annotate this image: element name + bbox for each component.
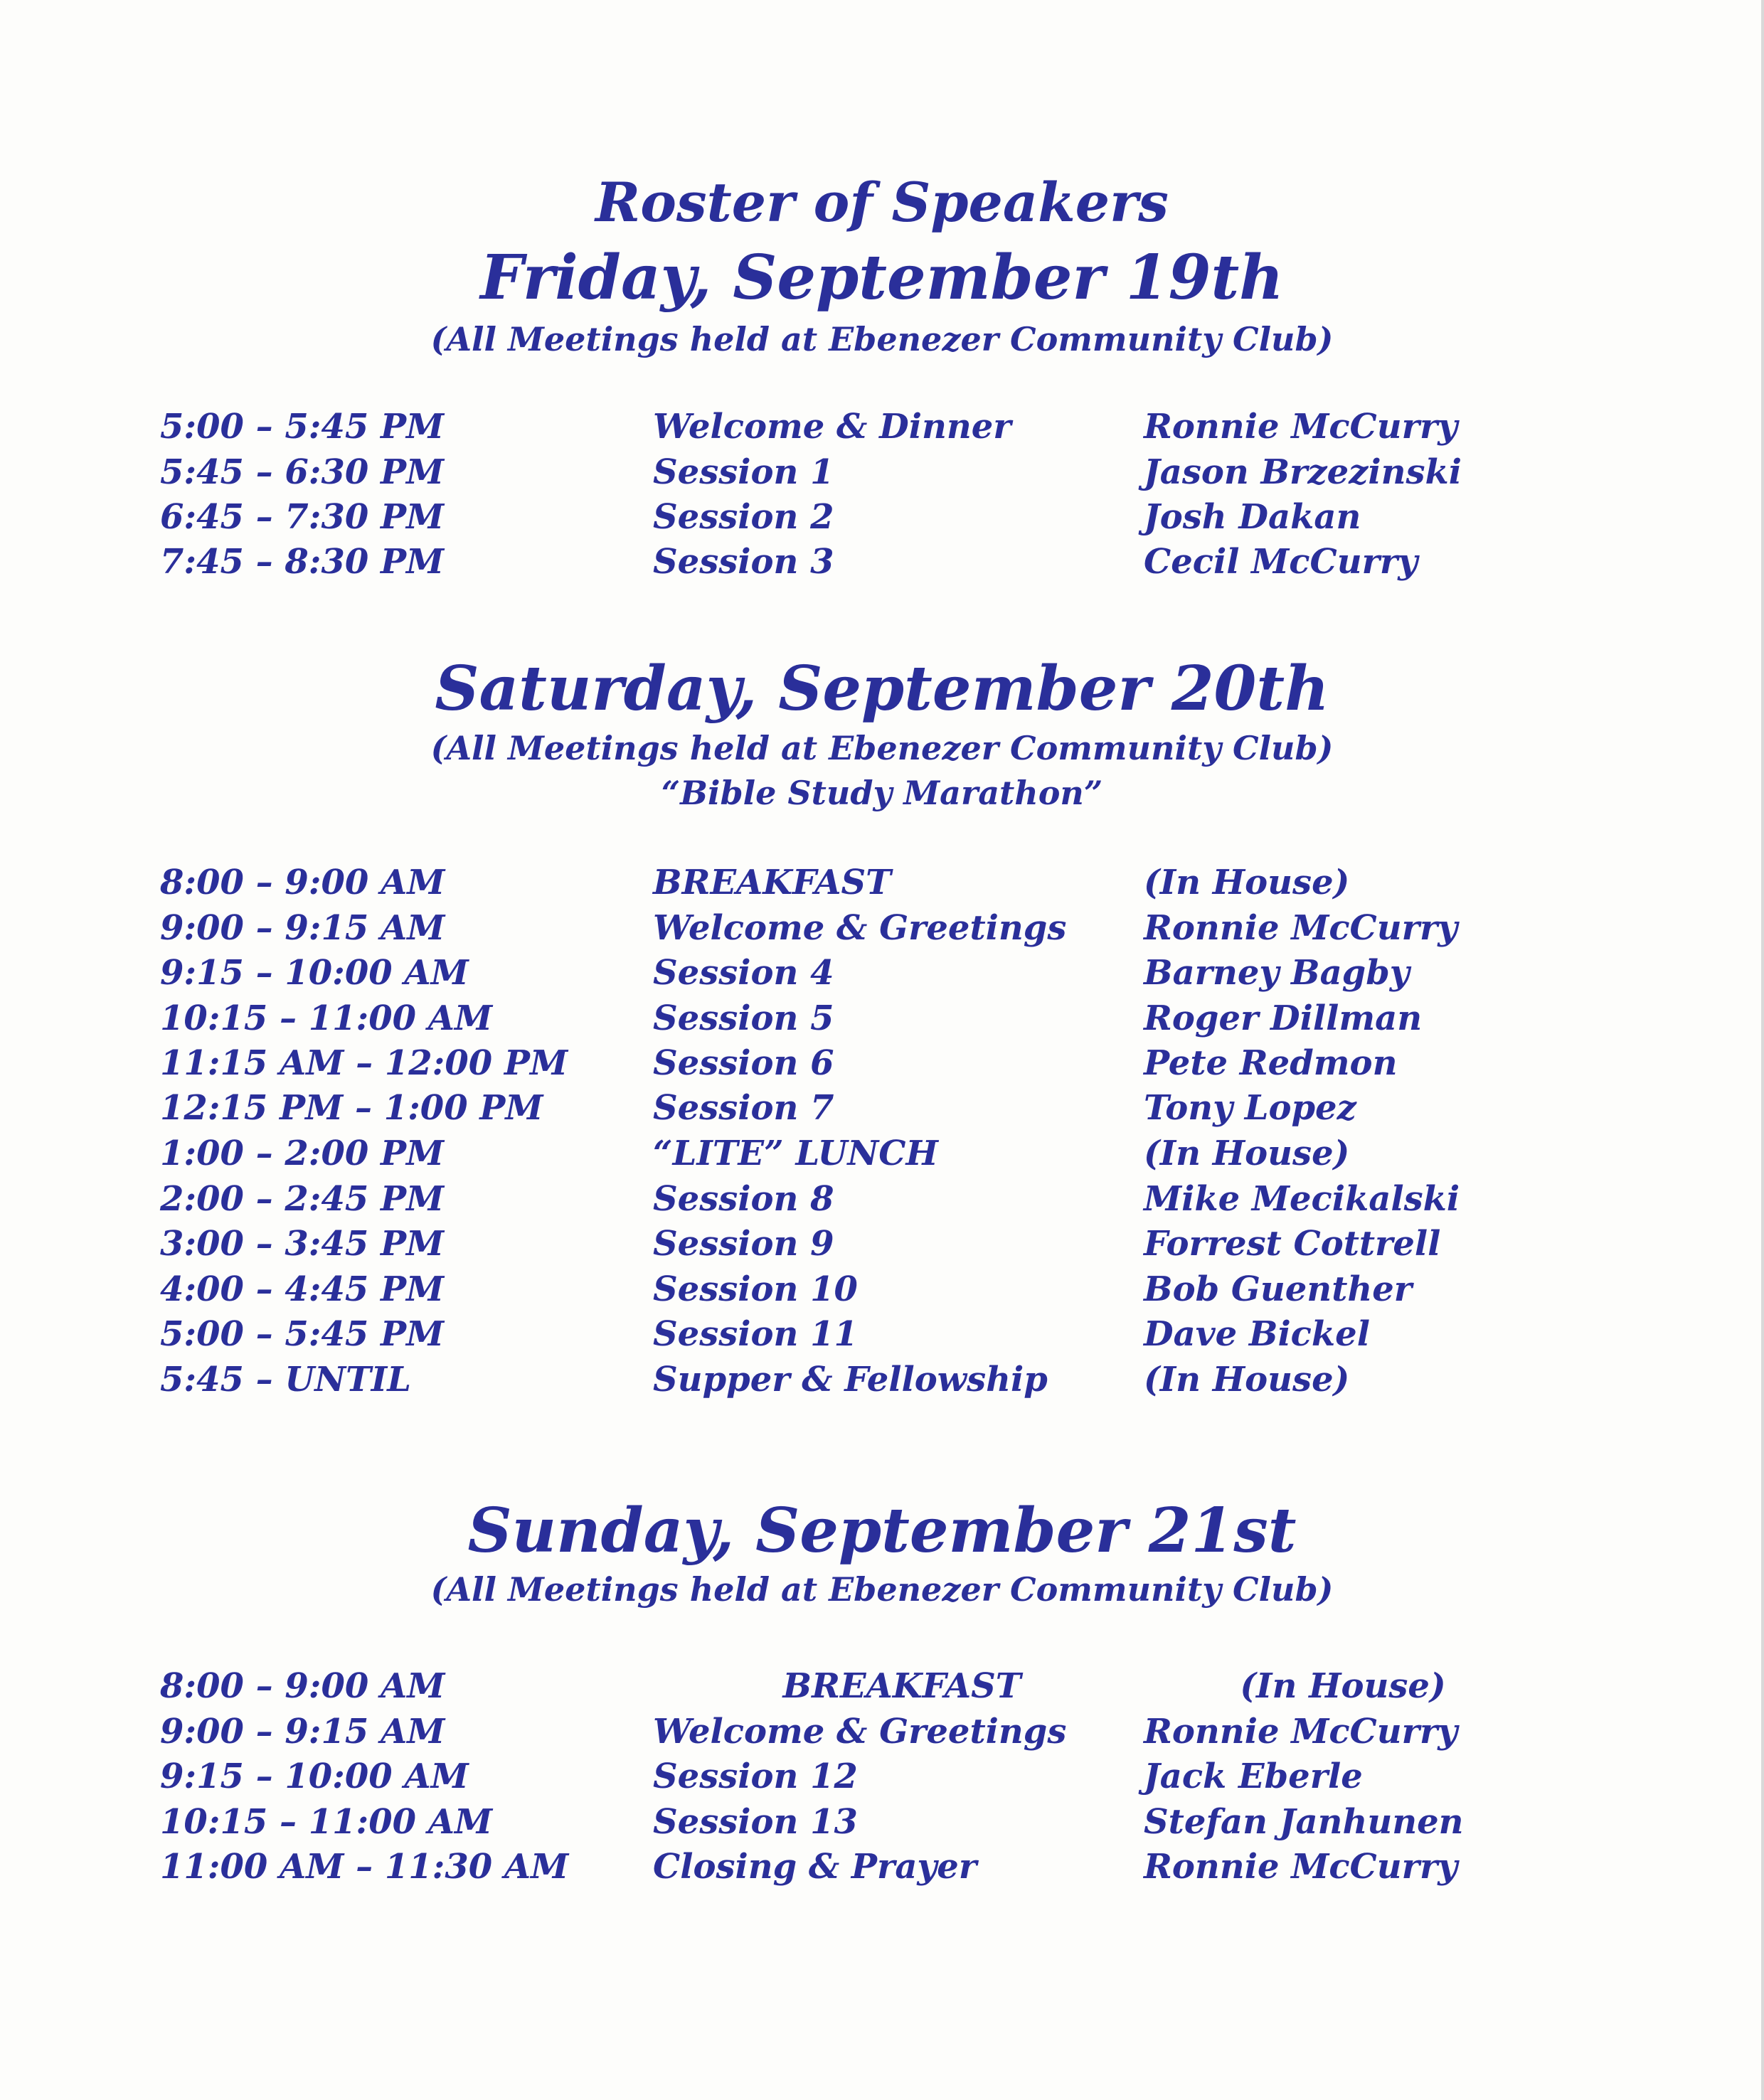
schedule-row <box>0 908 1764 954</box>
time-cell: 6:45 – 7:30 PM <box>160 497 445 537</box>
saturday-subtitle: “Bible Study Marathon” <box>661 774 1103 812</box>
speaker-cell: (In House) <box>1144 1360 1350 1400</box>
time-cell: 9:15 – 10:00 AM <box>160 1757 469 1796</box>
speaker-cell: Josh Dakan <box>1144 497 1361 537</box>
event-cell: “LITE” LUNCH <box>653 1134 938 1173</box>
event-cell: Session 4 <box>653 953 834 993</box>
event-cell: Supper & Fellowship <box>653 1360 1048 1400</box>
schedule-row <box>0 998 1764 1044</box>
time-cell: 12:15 PM – 1:00 PM <box>160 1088 543 1128</box>
time-cell: 11:15 AM – 12:00 PM <box>160 1043 568 1083</box>
time-cell: 2:00 – 2:45 PM <box>160 1179 445 1219</box>
time-cell: 5:00 – 5:45 PM <box>160 1314 445 1354</box>
speaker-cell: Roger Dillman <box>1144 998 1423 1038</box>
event-cell: BREAKFAST <box>782 1666 1021 1706</box>
schedule-row <box>0 1847 1764 1892</box>
schedule-row <box>0 1088 1764 1134</box>
schedule-row <box>0 1712 1764 1757</box>
event-cell: Session 2 <box>653 497 834 537</box>
speaker-cell: Ronnie McCurry <box>1144 1847 1458 1887</box>
schedule-row <box>0 407 1764 452</box>
schedule-row <box>0 1269 1764 1315</box>
page-title: Roster of Speakers <box>595 171 1169 234</box>
time-cell: 5:00 – 5:45 PM <box>160 407 445 447</box>
schedule-row <box>0 1802 1764 1848</box>
event-cell: Session 8 <box>653 1179 834 1219</box>
time-cell: 5:45 – 6:30 PM <box>160 452 445 492</box>
speaker-cell: Mike Mecikalski <box>1144 1179 1460 1219</box>
schedule-row <box>0 497 1764 543</box>
speaker-cell: (In House) <box>1144 863 1350 902</box>
event-cell: Session 6 <box>653 1043 834 1083</box>
time-cell: 4:00 – 4:45 PM <box>160 1269 445 1309</box>
event-cell: Session 7 <box>653 1088 834 1128</box>
speaker-cell: Pete Redmon <box>1144 1043 1398 1083</box>
time-cell: 5:45 – UNTIL <box>160 1360 411 1400</box>
event-cell: Session 10 <box>653 1269 858 1309</box>
speaker-cell: Bob Guenther <box>1144 1269 1413 1309</box>
event-cell: Welcome & Greetings <box>653 1712 1067 1752</box>
time-cell: 10:15 – 11:00 AM <box>160 1802 493 1842</box>
time-cell: 11:00 AM – 11:30 AM <box>160 1847 569 1887</box>
event-cell: Session 1 <box>653 452 834 492</box>
event-cell: Session 12 <box>653 1757 858 1796</box>
event-cell: Welcome & Dinner <box>653 407 1011 447</box>
speaker-cell: Ronnie McCurry <box>1144 908 1458 948</box>
sunday-heading: Sunday, September 21st <box>467 1495 1297 1567</box>
event-cell: Session 3 <box>653 542 834 582</box>
schedule-row <box>0 1134 1764 1179</box>
schedule-row <box>0 542 1764 587</box>
saturday-location: (All Meetings held at Ebenezer Community Club) <box>430 729 1334 767</box>
time-cell: 8:00 – 9:00 AM <box>160 1666 445 1706</box>
time-cell: 3:00 – 3:45 PM <box>160 1224 445 1264</box>
schedule-row <box>0 953 1764 998</box>
speaker-cell: Ronnie McCurry <box>1144 1712 1458 1752</box>
schedule-row <box>0 1314 1764 1360</box>
schedule-row <box>0 452 1764 498</box>
event-cell: Session 9 <box>653 1224 834 1264</box>
sunday-location: (All Meetings held at Ebenezer Community Club) <box>430 1570 1334 1609</box>
schedule-row <box>0 1179 1764 1225</box>
friday-heading: Friday, September 19th <box>480 242 1284 314</box>
time-cell: 8:00 – 9:00 AM <box>160 863 445 902</box>
speaker-cell: Tony Lopez <box>1144 1088 1356 1128</box>
time-cell: 9:15 – 10:00 AM <box>160 953 469 993</box>
time-cell: 1:00 – 2:00 PM <box>160 1134 445 1173</box>
speaker-cell: Forrest Cottrell <box>1144 1224 1441 1264</box>
event-cell: BREAKFAST <box>653 863 891 902</box>
schedule-row <box>0 1360 1764 1405</box>
speaker-cell: (In House) <box>1240 1666 1446 1706</box>
speaker-cell: Jack Eberle <box>1144 1757 1363 1796</box>
schedule-row <box>0 863 1764 908</box>
time-cell: 10:15 – 11:00 AM <box>160 998 493 1038</box>
schedule-row <box>0 1043 1764 1089</box>
schedule-row <box>0 1757 1764 1802</box>
time-cell: 7:45 – 8:30 PM <box>160 542 445 582</box>
event-cell: Closing & Prayer <box>653 1847 977 1887</box>
speaker-cell: Dave Bickel <box>1144 1314 1370 1354</box>
time-cell: 9:00 – 9:15 AM <box>160 908 445 948</box>
speaker-cell: Stefan Janhunen <box>1144 1802 1464 1842</box>
speaker-cell: Barney Bagby <box>1144 953 1410 993</box>
speaker-cell: Cecil McCurry <box>1144 542 1418 582</box>
schedule-row <box>0 1224 1764 1269</box>
event-cell: Session 13 <box>653 1802 858 1842</box>
schedule-row <box>0 1666 1764 1712</box>
friday-location: (All Meetings held at Ebenezer Community Club) <box>430 320 1334 358</box>
time-cell: 9:00 – 9:15 AM <box>160 1712 445 1752</box>
speaker-cell: Jason Brzezinski <box>1144 452 1462 492</box>
event-cell: Session 5 <box>653 998 834 1038</box>
speaker-cell: Ronnie McCurry <box>1144 407 1458 447</box>
speaker-cell: (In House) <box>1144 1134 1350 1173</box>
event-cell: Session 11 <box>653 1314 858 1354</box>
saturday-heading: Saturday, September 20th <box>435 653 1329 725</box>
event-cell: Welcome & Greetings <box>653 908 1067 948</box>
